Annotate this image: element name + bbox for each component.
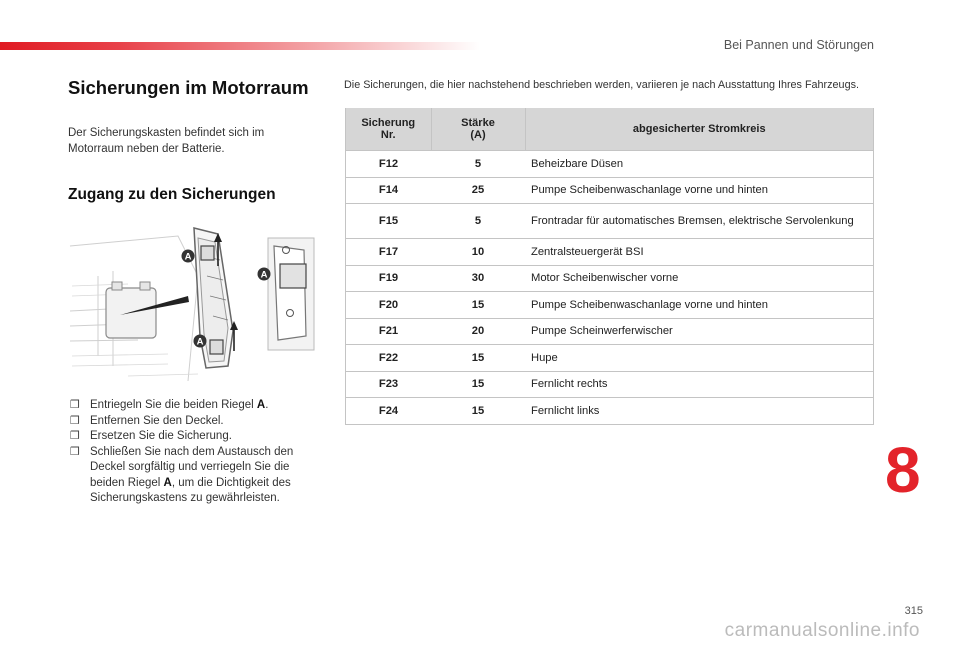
step-text: Schließen Sie nach dem Austausch den Deckel sorgfältig und verriegeln Sie die beiden Riegel [90, 445, 294, 489]
step-text: . [265, 399, 269, 411]
table-row [346, 239, 874, 266]
fuse-box-drawing [68, 216, 316, 388]
step-text: Entriegeln Sie die beiden Riegel [90, 399, 257, 411]
fuse-amperage: 20 [431, 318, 525, 345]
header-text: Stärke [461, 117, 495, 129]
intro-text: Der Sicherungskasten befindet sich im Motorraum neben der Batterie. [68, 127, 265, 155]
fuse-number: F23 [346, 371, 432, 398]
table-intro: Die Sicherungen, die hier nachstehend beschrieben werden, variieren je nach Ausstattung Ihres Fahrzeugs. [344, 79, 859, 91]
instruction-steps [68, 398, 313, 507]
fuse-number: F14 [346, 177, 432, 204]
header-text: (A) [470, 129, 486, 141]
step-text: Entfernen Sie den Deckel. [90, 414, 224, 427]
fuse-circuit: Fernlicht rechts [525, 371, 874, 398]
fuse-circuit: Fernlicht links [525, 398, 874, 425]
fuse-number: F20 [346, 292, 432, 319]
latch-ref: A [256, 399, 266, 411]
checkbox-bullet-icon: ❒ [70, 430, 80, 442]
chapter-title: Bei Pannen und Störungen [723, 38, 874, 52]
table-header-row [346, 108, 874, 151]
fuse-amperage: 25 [431, 177, 525, 204]
fuse-circuit: Pumpe Scheinwerferwischer [525, 318, 874, 345]
table-row [346, 151, 874, 178]
watermark: carmanualsonline.info [724, 620, 920, 641]
column-header-amperage [431, 108, 525, 151]
checkbox-bullet-icon: ❒ [70, 399, 80, 411]
fuse-number: F19 [346, 265, 432, 292]
figure-label-a: A [260, 269, 268, 281]
fuse-circuit: Pumpe Scheibenwaschanlage vorne und hinten [525, 292, 874, 319]
fuse-amperage: 30 [431, 265, 525, 292]
fuse-amperage: 15 [431, 371, 525, 398]
fuse-amperage: 5 [431, 204, 525, 239]
fuse-amperage: 15 [431, 398, 525, 425]
fuse-number: F17 [346, 239, 432, 266]
fuse-amperage: 5 [431, 151, 525, 178]
step-item [68, 414, 313, 430]
fuse-number: F22 [346, 345, 432, 372]
step-item [68, 445, 313, 507]
table-row [346, 318, 874, 345]
page-number: 315 [904, 605, 923, 617]
table-row [346, 204, 874, 239]
header-text: Nr. [380, 129, 396, 141]
fuse-amperage: 15 [431, 345, 525, 372]
page-title: Sicherungen im Motorraum [68, 77, 309, 98]
fuse-table [345, 108, 874, 425]
checkbox-bullet-icon: ❒ [70, 445, 80, 458]
table-row [346, 398, 874, 425]
checkbox-bullet-icon: ❒ [70, 414, 80, 427]
fuse-circuit: Frontradar für automatisches Bremsen, elektrische Servolenkung [525, 204, 874, 239]
fuse-number: F15 [346, 204, 432, 239]
fuse-number: F21 [346, 318, 432, 345]
step-item [68, 429, 313, 445]
header-text: Sicherung [361, 117, 416, 129]
header-accent-bar [0, 42, 480, 50]
fuse-circuit: Hupe [525, 345, 874, 372]
fuse-box-illustration [68, 216, 316, 388]
fuse-number: F12 [346, 151, 432, 178]
fuse-amperage: 15 [431, 292, 525, 319]
table-row [346, 345, 874, 372]
step-item [68, 398, 313, 414]
table-row [346, 292, 874, 319]
table-row [346, 177, 874, 204]
section-subtitle: Zugang zu den Sicherungen [68, 186, 276, 203]
fuse-number: F24 [346, 398, 432, 425]
column-header-fuse [346, 108, 432, 151]
chapter-number: 8 [885, 434, 921, 506]
step-text: , um die Dichtigkeit des Sicherungskastens zu gewährleisten. [90, 476, 291, 504]
step-text: Ersetzen Sie die Sicherung. [90, 430, 232, 442]
figure-label-a: A [184, 251, 192, 263]
fuse-circuit: Beheizbare Düsen [525, 151, 874, 178]
fuse-amperage: 10 [431, 239, 525, 266]
latch-ref: A [163, 476, 172, 489]
fuse-circuit: Zentralsteuergerät BSI [525, 239, 874, 266]
fuse-circuit: Motor Scheibenwischer vorne [525, 265, 874, 292]
column-header-circuit: abgesicherter Stromkreis [525, 108, 874, 151]
fuse-circuit: Pumpe Scheibenwaschanlage vorne und hinten [525, 177, 874, 204]
table-row [346, 371, 874, 398]
table-row [346, 265, 874, 292]
figure-label-a: A [196, 336, 204, 348]
